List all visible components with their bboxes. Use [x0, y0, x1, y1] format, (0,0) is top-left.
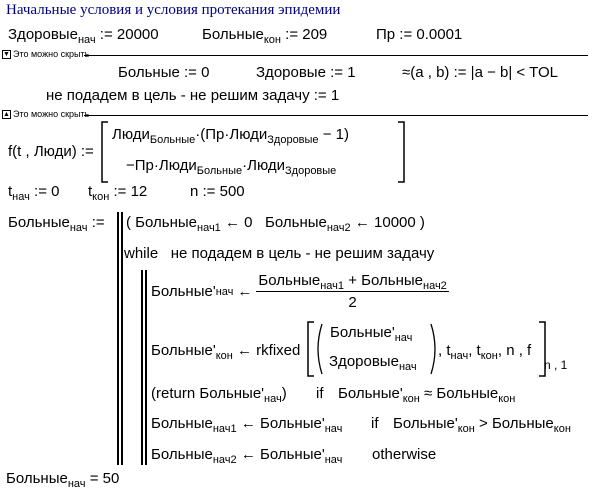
rkfixed-vec-1: $Больные'_{нач}$: [330, 324, 413, 344]
while-bar: [141, 270, 143, 465]
region-divider-end: [84, 115, 588, 116]
healthy-index-def[interactable]: Здоровые := 1: [256, 64, 356, 81]
otherwise-keyword: otherwise: [372, 446, 437, 463]
n-def[interactable]: n := 500: [190, 183, 245, 200]
midpoint-fraction: $\frac{Больные_{нач1} + Больные_{нач2}}{2}$: [258, 272, 447, 311]
midpoint-line[interactable]: Больные' нач ← $\frac{Больные_{нач1} + Больные_{нач2}}{2}$: [151, 272, 447, 311]
program-bar-outer-2: [121, 212, 123, 465]
func-row-1[interactable]: Люди$_{Больные}$·(Пр·Люди$_{Здоровые}$ − 1): [112, 126, 349, 146]
return-line[interactable]: (return $Больные'_{нач}$): [151, 385, 287, 405]
triangle-down-icon: ▼: [3, 50, 10, 58]
rkfixed-lhs[interactable]: $Больные'_{кон}$ ← rkfixed: [151, 342, 301, 362]
while-bar-2: [145, 270, 147, 465]
return-condition: $Больные'_{кон}$ ≈ Больные$_{кон}$: [338, 385, 516, 405]
func-lhs[interactable]: f(t , Люди) :=: [8, 143, 94, 160]
rkfixed-index: n , 1: [544, 358, 568, 372]
t-end-def[interactable]: $t_{кон}$ := 12: [88, 183, 148, 203]
t-start-def[interactable]: $t_{нач}$ := 0: [8, 183, 60, 203]
program-bar-outer: [117, 212, 119, 465]
healthy-start-expr[interactable]: Здоровые$_{нач}$ := 20000: [8, 26, 159, 46]
program-init[interactable]: ( Больные$_{нач1}$ ← 0 Больные$_{нач2}$ ← 10000 ): [126, 214, 425, 234]
func-row-2[interactable]: −Пр·Люди$_{Больные}$·Люди$_{Здоровые}$: [126, 157, 337, 177]
rkfixed-vec-2: Здоровые$_{нач}$: [329, 353, 417, 373]
sick-index-def[interactable]: Больные := 0: [118, 64, 210, 81]
pr-expr[interactable]: Пр := 0.0001: [376, 26, 463, 43]
update-nach1-if: if: [371, 415, 379, 432]
section-title: Начальные условия и условия протекания эпидемии: [6, 2, 341, 18]
region-expand-toggle[interactable]: ▲ Это можно скрыть: [3, 109, 90, 119]
update-nach1-line[interactable]: Больные$_{нач1}$ ← $Больные'_{нач}$: [151, 415, 343, 435]
update-nach1-condition: $Больные'_{кон}$ > Больные$_{кон}$: [393, 415, 571, 435]
while-line[interactable]: while не подадем в цель - не решим задачу: [124, 245, 435, 262]
approx-def[interactable]: ≈(a , b) := |a − b| < TOL: [402, 64, 558, 81]
triangle-up-icon: ▲: [3, 110, 10, 118]
update-nach2-line[interactable]: Больные$_{нач2}$ ← $Больные'_{нач}$: [151, 446, 343, 466]
region-divider: [84, 55, 588, 56]
rkfixed-args: , $t_{нач}$, $t_{кон}$, n , f: [438, 342, 532, 362]
goal-def[interactable]: не подадем в цель - не решим задачу := 1: [46, 87, 340, 104]
sick-end-expr[interactable]: Больные$_{кон}$ := 209: [202, 26, 328, 46]
return-if: if: [316, 385, 324, 402]
region-collapse-toggle[interactable]: ▼ Это можно скрыть: [3, 49, 90, 59]
program-lhs[interactable]: Больные$_{нач}$ :=: [8, 214, 105, 234]
result-expr[interactable]: Больные$_{нач}$ = 50: [6, 470, 120, 490]
